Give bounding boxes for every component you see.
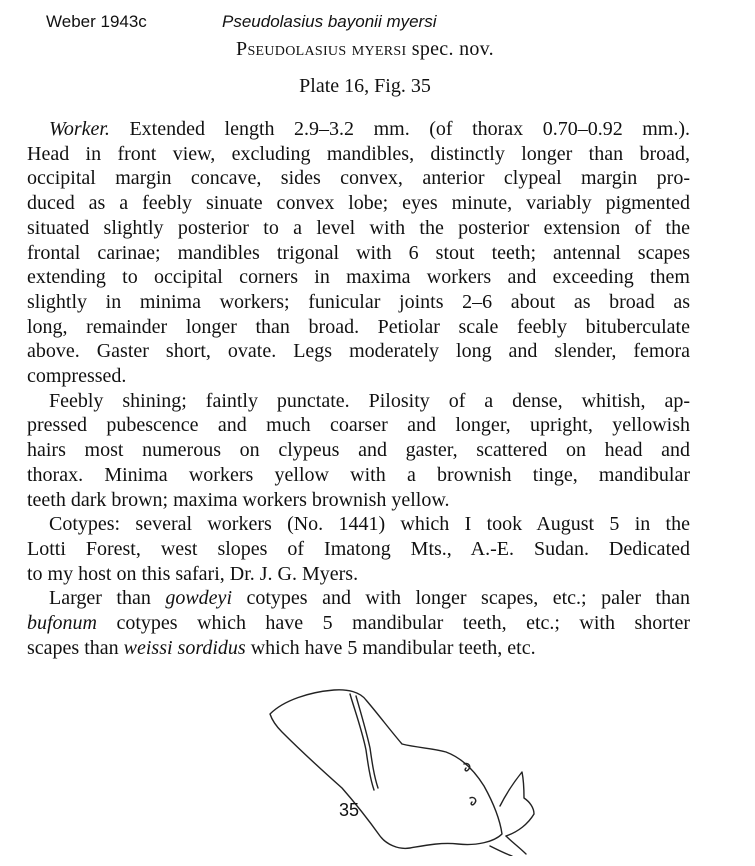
eye-mark <box>470 797 476 804</box>
text-span: Extended length 2.9–3.2 mm. (of thorax 0.70–0.92 mm.). <box>129 118 690 140</box>
taxon-name: bufonum <box>27 612 97 635</box>
text-line: duced as a feebly sinuate convex lobe; eyes minute, variably pigmented <box>27 192 690 215</box>
ant-head-drawing <box>262 686 552 856</box>
text-line: slightly in minima workers; funicular joints 2–6 about as broad as <box>27 290 690 313</box>
appendage-outline <box>500 772 534 836</box>
text-line: Head in front view, excluding mandibles, distinctly longer than broad, <box>27 142 690 165</box>
text-span: cotypes and with longer scapes, etc.; paler than <box>232 587 690 610</box>
text-line: teeth dark brown; maxima workers brownish yellow. <box>27 488 450 511</box>
text-line: above. Gaster short, ovate. Legs moderately long and slender, femora <box>27 340 690 363</box>
species-name: Pseudolasius myersi <box>236 38 407 60</box>
taxon-header: Pseudolasius bayonii myersi <box>222 12 437 31</box>
citation-header: Weber 1943c <box>46 12 147 31</box>
text-span: which have 5 mandibular teeth, etc. <box>245 636 536 659</box>
text-line: long, remainder longer than broad. Petiolar scale feebly bituberculate <box>27 315 690 338</box>
taxon-name: weissi sordidus <box>123 636 246 659</box>
ridge-line <box>350 694 374 790</box>
species-title <box>0 38 730 61</box>
text-line: Lotti Forest, west slopes of Imatong Mts., A.-E. Sudan. Dedicated <box>27 537 690 560</box>
text-line <box>27 586 690 611</box>
paragraph-cotypes <box>27 512 690 586</box>
text-line: compressed. <box>27 365 127 388</box>
text-line <box>27 611 690 636</box>
species-status: spec. nov. <box>411 38 494 60</box>
text-line: frontal carinae; mandibles trigonal with 6 stout teeth; antennal scapes <box>27 241 690 264</box>
text-line: hairs most numerous on clypeus and gaster, scattered on head and <box>27 439 690 462</box>
text-line <box>27 636 690 661</box>
text-line: to my host on this safari, Dr. J. G. Myers. <box>27 562 359 585</box>
text-line: Feebly shining; faintly punctate. Pilosity of a dense, whitish, ap- <box>49 389 690 412</box>
text-line: situated slightly posterior to a level with the posterior extension of the <box>27 216 690 239</box>
text-line: extending to occipital corners in maxima workers and exceeding them <box>27 266 690 289</box>
text-line: occipital margin concave, sides convex, anterior clypeal margin pro- <box>27 167 690 190</box>
paragraph-coloration <box>27 389 690 513</box>
text-span: scapes than <box>27 636 124 659</box>
taxon-name: gowdeyi <box>165 587 232 610</box>
figure-number: 35 <box>339 800 360 820</box>
text-span: cotypes which have 5 mandibular teeth, etc.; with shorter <box>97 612 690 635</box>
plate-reference: Plate 16, Fig. 35 <box>299 75 431 97</box>
description-body <box>27 117 690 660</box>
text-span: Larger than <box>49 587 166 610</box>
worker-heading: Worker. <box>49 118 110 140</box>
text-line: Cotypes: several workers (No. 1441) which I took August 5 in the <box>49 513 690 536</box>
appendage-outline <box>506 836 526 854</box>
paragraph-comparison <box>27 586 690 660</box>
paragraph-worker <box>27 117 690 389</box>
text-line: pressed pubescence and much coarser and longer, upright, yellowish <box>27 414 690 437</box>
head-outline <box>270 690 502 849</box>
appendage-outline <box>490 846 512 856</box>
text-line <box>27 117 690 142</box>
text-line: thorax. Minima workers yellow with a brownish tinge, mandibular <box>27 463 690 486</box>
